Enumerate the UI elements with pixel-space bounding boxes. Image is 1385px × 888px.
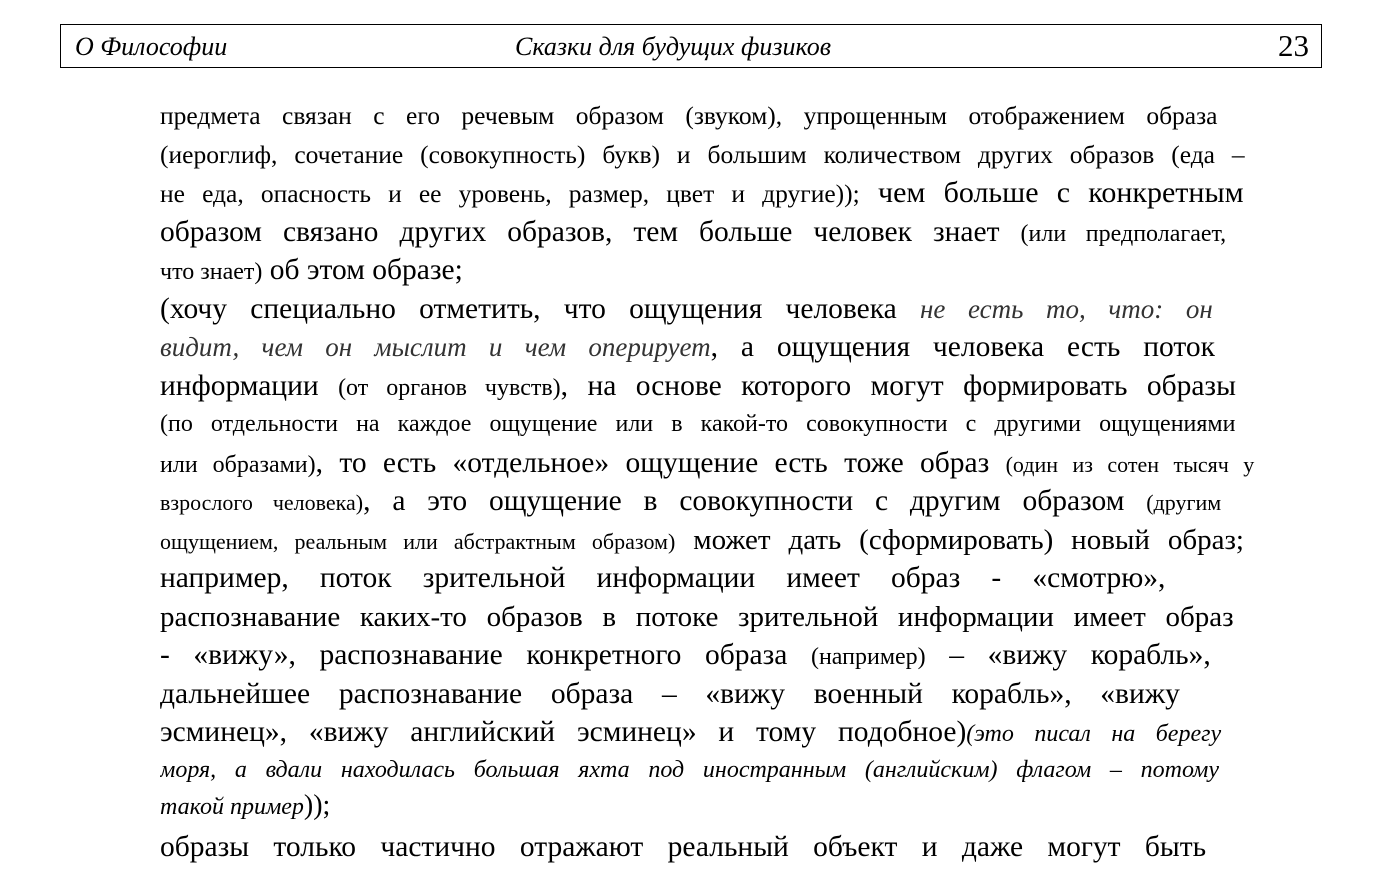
text-run: (хочу специально отметить, что ощущения человека bbox=[160, 292, 921, 325]
text-line bbox=[160, 405, 1308, 444]
text-run: об этом образе; bbox=[262, 254, 463, 286]
page-number: 23 bbox=[1278, 28, 1309, 63]
text-run: , а это ощущение в совокупности с другим образом bbox=[363, 485, 1147, 517]
text-run: например, поток зрительной информации имеет образ - «смотрю», bbox=[160, 562, 1166, 594]
text-line bbox=[160, 828, 1308, 867]
italic-run: (это писал на берегу bbox=[966, 721, 1222, 747]
text-run: (например) bbox=[810, 644, 926, 670]
text-run: (или предполагает, bbox=[1020, 220, 1227, 247]
text-run: может дать (сформировать) новый образ; bbox=[675, 523, 1244, 556]
text-run: , то есть «отдельное» ощущение есть тоже образ bbox=[315, 446, 1006, 479]
italic-run: моря, а вдали находилась большая яхта под иностранным (английским) флагом – потому bbox=[160, 756, 1219, 783]
text-line bbox=[160, 444, 1308, 483]
text-run: , а ощущения человека есть поток bbox=[710, 331, 1215, 363]
text-run: или образами) bbox=[160, 451, 316, 478]
text-line bbox=[160, 290, 1308, 329]
header-section-title: О Философии bbox=[75, 32, 228, 61]
text-line bbox=[160, 482, 1308, 521]
text-run: информации bbox=[160, 369, 339, 402]
italic-run: такой пример bbox=[160, 793, 304, 820]
text-run: ощущением, реальным или абстрактным образом) bbox=[160, 528, 676, 554]
text-run: эсминец», «вижу английский эсминец» и тому подобное) bbox=[160, 716, 967, 748]
italic-run: не есть то, что: он bbox=[920, 293, 1213, 324]
text-line bbox=[160, 521, 1308, 560]
text-line bbox=[160, 788, 1308, 824]
text-line bbox=[160, 675, 1308, 714]
text-line bbox=[160, 559, 1308, 598]
running-header bbox=[60, 24, 1322, 68]
text-run: - «вижу», распознавание конкретного образа bbox=[160, 639, 811, 671]
text-line bbox=[160, 251, 1308, 290]
text-run: (от органов чувств) bbox=[338, 374, 561, 401]
text-run: )); bbox=[303, 789, 331, 821]
text-run: распознавание каких-то образов в потоке зрительной информации имеет образ bbox=[160, 600, 1234, 633]
header-book-title: Сказки для будущих физиков bbox=[515, 32, 832, 61]
text-line bbox=[160, 136, 1308, 175]
text-run: (другим bbox=[1146, 490, 1222, 515]
text-line bbox=[160, 328, 1308, 367]
text-run: образы только частично отражают реальный объект и даже могут быть bbox=[160, 830, 1207, 863]
text-run: (один из сотен тысяч у bbox=[1005, 451, 1255, 477]
text-line bbox=[160, 367, 1308, 406]
text-run: (иероглиф, сочетание (совокупность) букв) и большим количеством других образов (еда – bbox=[160, 139, 1245, 169]
text-line bbox=[160, 713, 1308, 752]
text-run: что знает) bbox=[160, 259, 263, 285]
text-line bbox=[160, 636, 1308, 675]
text-run: дальнейшее распознавание образа – «вижу военный корабль», «вижу bbox=[160, 677, 1180, 710]
text-run: , на основе которого могут формировать образы bbox=[560, 369, 1236, 402]
text-line bbox=[160, 97, 1308, 136]
page-body bbox=[160, 97, 1308, 866]
text-run: образом связано других образов, тем больше человек знает bbox=[160, 215, 1021, 248]
text-run: – «вижу корабль», bbox=[925, 639, 1211, 671]
text-run: взрослого человека) bbox=[160, 490, 364, 515]
text-line bbox=[160, 174, 1308, 213]
text-run: не еда, опасность и ее уровень, размер, цвет и другие)); bbox=[160, 179, 860, 208]
italic-run: видит, чем он мыслит и чем оперирует bbox=[160, 332, 711, 362]
text-line bbox=[160, 598, 1308, 637]
text-run: чем больше с конкретным bbox=[859, 176, 1244, 209]
text-run: предмета связан с его речевым образом (звуком), упрощенным отображением образа bbox=[160, 101, 1218, 130]
text-line bbox=[160, 213, 1308, 252]
text-line bbox=[160, 752, 1308, 788]
text-run: (по отдельности на каждое ощущение или в какой-то совокупности с другими ощущениями bbox=[160, 411, 1236, 437]
